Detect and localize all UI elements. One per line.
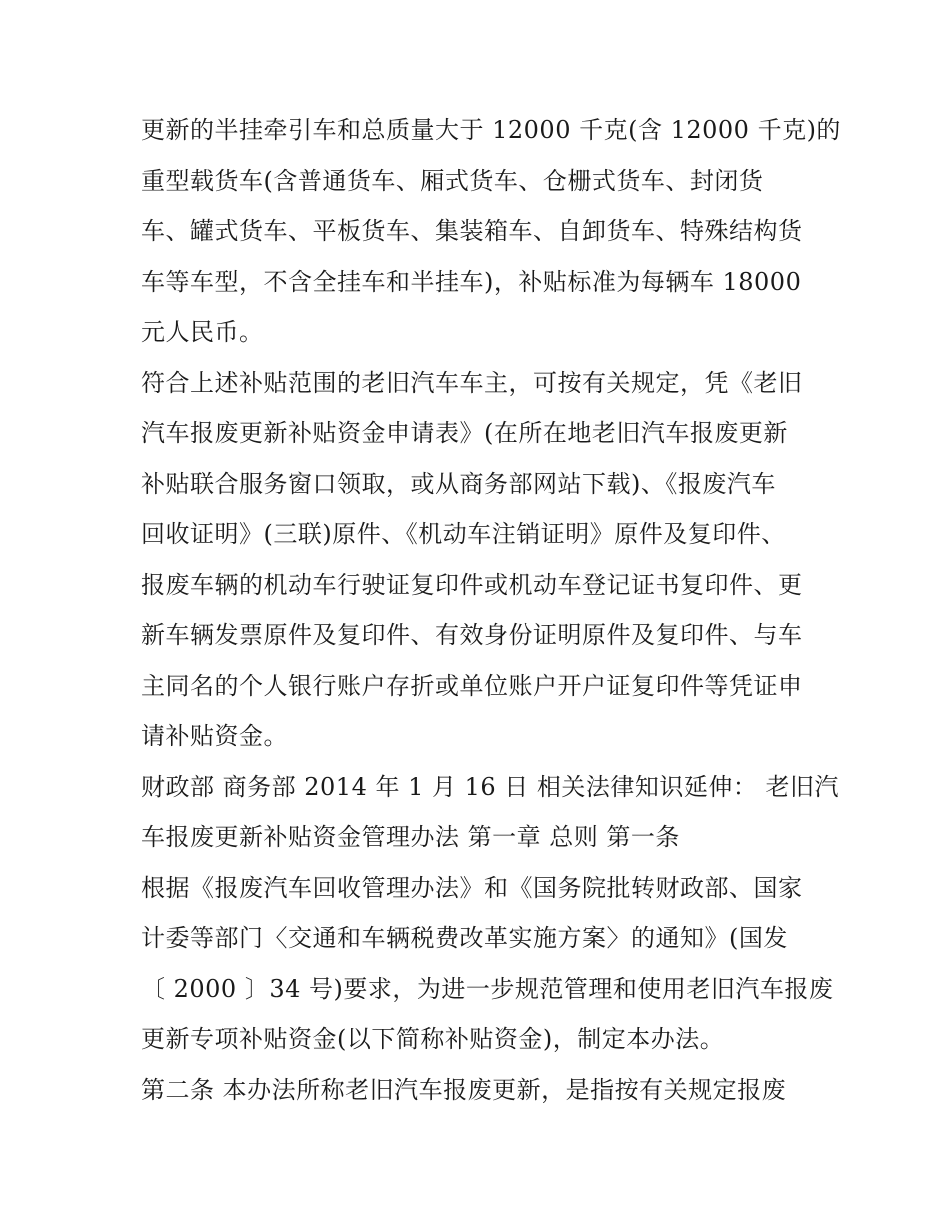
text-line: 补贴联合服务窗口领取，或从商务部网站下载)、《报废汽车 (141, 470, 776, 498)
text-line: 更新的半挂牵引车和总质量大于 12000 千克(含 12000 千克)的 (141, 116, 841, 144)
text-line: 重型载货车(含普通货车、厢式货车、仓栅式货车、封闭货 (141, 167, 764, 195)
text-line: 汽车报废更新补贴资金申请表》(在所在地老旧汽车报废更新 (141, 419, 788, 447)
text-line: 根据《报废汽车回收管理办法》和《国务院批转财政部、国家 (141, 874, 803, 902)
text-line: 主同名的个人银行账户存折或单位账户开户证复印件等凭证申 (141, 672, 803, 700)
text-line: 请补贴资金。 (141, 722, 288, 750)
text-line: 更新专项补贴资金(以下简称补贴资金)，制定本办法。 (141, 1025, 725, 1053)
text-line: 车等车型，不含全挂车和半挂车)，补贴标准为每辆车 18000 (141, 268, 802, 296)
text-line: 新车辆发票原件及复印件、有效身份证明原件及复印件、与车 (141, 621, 803, 649)
text-line: 元人民币。 (141, 318, 264, 346)
text-line: 报废车辆的机动车行驶证复印件或机动车登记证书复印件、更 (141, 571, 803, 599)
text-line: 〔 2000 〕34 号)要求，为进一步规范管理和使用老旧汽车报废 (141, 975, 834, 1003)
text-line: 计委等部门〈交通和车辆税费改革实施方案〉的通知》(国发 (141, 924, 788, 952)
text-line: 车报废更新补贴资金管理办法 第一章 总则 第一条 (141, 823, 680, 851)
text-line: 车、罐式货车、平板货车、集装箱车、自卸货车、特殊结构货 (141, 217, 803, 245)
text-line: 第二条 本办法所称老旧汽车报废更新，是指按有关规定报废 (141, 1076, 787, 1104)
text-line: 财政部 商务部 2014 年 1 月 16 日 相关法律知识延伸： 老旧汽 (141, 773, 840, 801)
text-line: 符合上述补贴范围的老旧汽车车主，可按有关规定，凭《老旧 (141, 369, 803, 397)
text-line: 回收证明》(三联)原件、《机动车注销证明》原件及复印件、 (141, 520, 786, 548)
